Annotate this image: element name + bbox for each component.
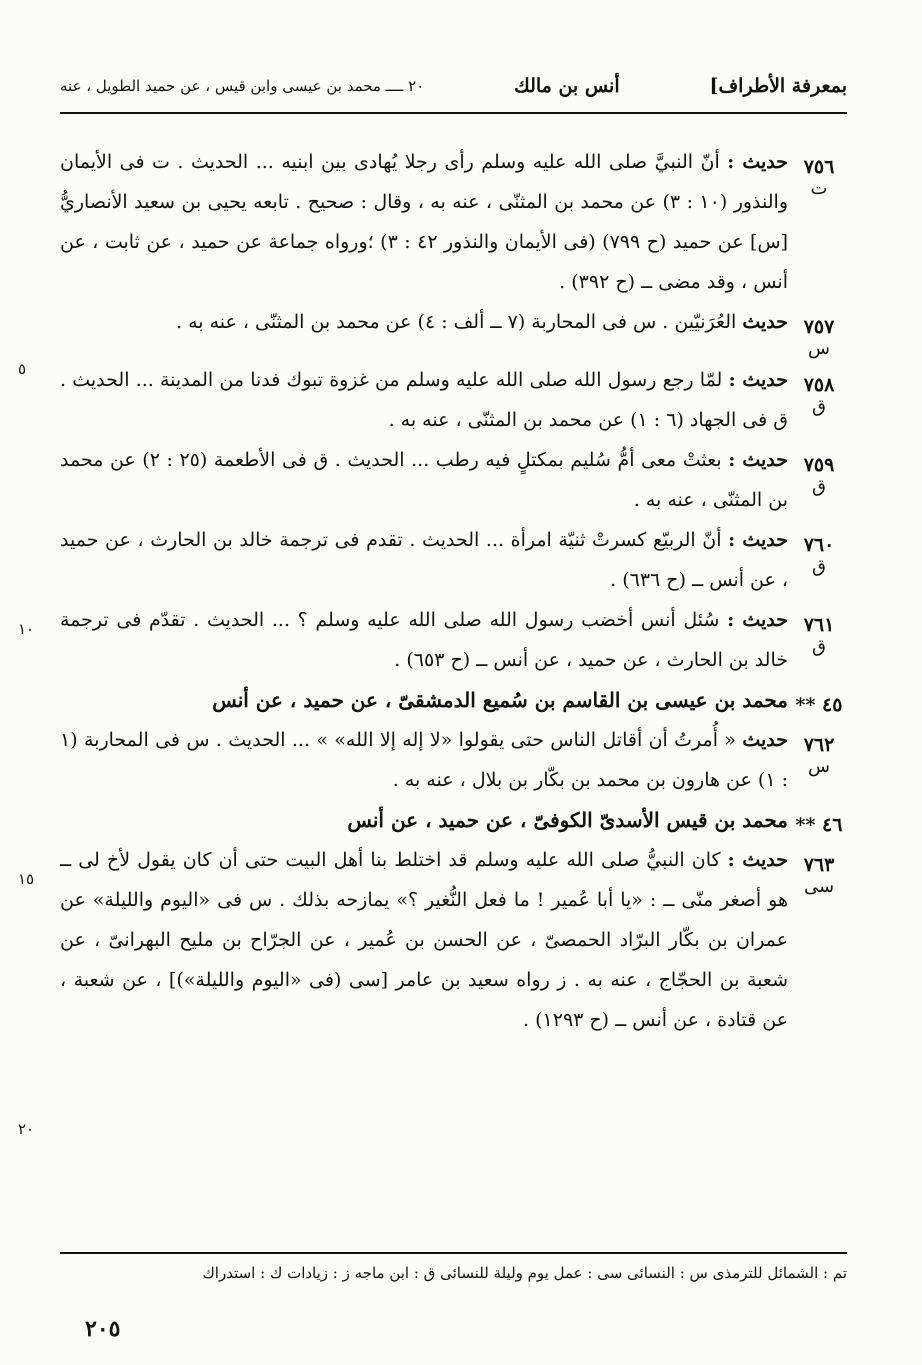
section-heading-45 (60, 680, 844, 720)
section-number: ٤٦ ** (795, 814, 843, 836)
entry-text: حديث : أنّ النبيَّ صلى الله عليه وسلم رأى رجلا يُهادى بين ابنيه ... الحديث . ت فى الأيمان والنذور (١٠ : ٣) عن محمد بن المثنّى ، عنه به ، وقال : صحيح . تابعه يحيى بن سعيد الأنصاريُّ [س] عن حميد (ح ٧٩٩) (فى الأيمان والنذور ٤٢ : ٣) ؛ورواه جماعة عن حميد ، عن ثابت ، عن أنس ، وقد مضى ــ (ح ٣٩٢) . (60, 151, 789, 293)
entry-758 (60, 360, 844, 440)
section-heading-46 (60, 800, 844, 840)
running-head (60, 66, 847, 106)
line-marker: ١٥ (18, 870, 35, 888)
entry-757 (60, 302, 844, 360)
entry-762 (60, 720, 844, 800)
entry-number: ٧٦٣ سى (803, 854, 835, 897)
entry-number: ٧٥٩ ق (803, 454, 835, 497)
running-head-center: أنس بن مالك (514, 75, 620, 97)
entry-number: ٧٥٧ س (803, 316, 835, 359)
entry-number: ٧٥٨ ق (803, 374, 835, 417)
entry-text: حديث : بعثتْ معى أمُّ سُليم بمكتلٍ فيه رطب ... الحديث . ق فى الأطعمة (٢٥ : ٢) عن محمد بن المثنّى ، عنه به . (60, 449, 788, 511)
section-number: ٤٥ ** (795, 694, 843, 716)
line-marker: ٥ (18, 360, 27, 378)
entry-text: حديث : أنّ الربيّع كسرتْ ثنيّة امرأة ... الحديث . تقدم فى ترجمة خالد بن الحارث ، عن حميد ، عن أنس ــ (ح ٦٣٦) . (60, 529, 789, 591)
entries (60, 142, 844, 1040)
running-head-right: بمعرفة الأطراف] (709, 75, 847, 97)
entry-756 (60, 142, 844, 302)
page-number: ٢٠٥ (85, 1316, 121, 1342)
entry-number: ٧٦٠ ق (803, 534, 835, 577)
line-marker: ١٠ (18, 620, 35, 638)
entry-text: حديث : سُئل أنس أخضب رسول الله صلى الله عليه وسلم ؟ ... الحديث . تقدّم فى ترجمة خالد بن الحارث ، عن حميد ، عن أنس ــ (ح ٦٥٣) . (60, 609, 788, 671)
section-title: محمد بن عيسى بن القاسم بن سُميع الدمشقىّ ، عن حميد ، عن أنس (212, 688, 788, 712)
entry-763 (60, 840, 844, 1040)
entry-text: حديث : لمّا رجع رسول الله صلى الله عليه وسلم من غزوة تبوك فدنا من المدينة ... الحديث . ق فى الجهاد (٦ : ١) عن محمد بن المثنّى ، عنه به . (60, 369, 789, 431)
line-marker: ٢٠ (18, 1120, 35, 1138)
entry-number: ٧٦٢ س (803, 734, 835, 777)
entry-text: حديث العُرَنيّين . س فى المحاربة (٧ ــ ألف : ٤) عن محمد بن المثنّى ، عنه به . (175, 311, 788, 333)
footnote: تم : الشمائل للترمذى س : النسائى سى : عمل يوم وليلة للنسائى ق : ابن ماجه ز : زيادات ك : استدراك (202, 1264, 847, 1282)
footnote-rule (60, 1252, 847, 1254)
entry-text: حديث : كان النبيُّ صلى الله عليه وسلم قد اختلط بنا أهل البيت حتى أن كان يقول لأخ لى ــ هو أصغر منّى ــ : «يا أبا عُمير ! ما فعل النُّغير ؟» يمازحه بذلك . س فى «اليوم والليلة» عن عمران بن بكّار البرّاد الحمصىّ ، عن الحسن بن عُمير ، عن الجرّاح بن مليح البهرانىّ ، عن شعبة بن الحجّاج ، عنه به . ز رواه سعيد بن عامر [سى (فى «اليوم والليلة»)] ، عن شعبة ، عن قتادة ، عن أنس ــ (ح ١٢٩٣) . (60, 849, 789, 1031)
header-rule (60, 112, 847, 114)
entry-number: ٧٥٦ ت (803, 156, 835, 199)
entry-number: ٧٦١ ق (803, 614, 835, 657)
section-title: محمد بن قيس الأسدىّ الكوفىّ ، عن حميد ، عن أنس (347, 808, 788, 832)
entry-760 (60, 520, 844, 600)
entry-759 (60, 440, 844, 520)
running-head-left: ٢٠ ــــ محمد بن عيسى وابن قيس ، عن حميد الطويل ، عنه (60, 77, 425, 95)
entry-text: حديث « أُمرتُ أن أقاتل الناس حتى يقولوا «لا إله إلا الله» » ... الحديث . س فى المحاربة (١ : ١) عن هارون بن محمد بن بكّار بن بلال ، عنه به . (60, 729, 789, 791)
entry-761 (60, 600, 844, 680)
